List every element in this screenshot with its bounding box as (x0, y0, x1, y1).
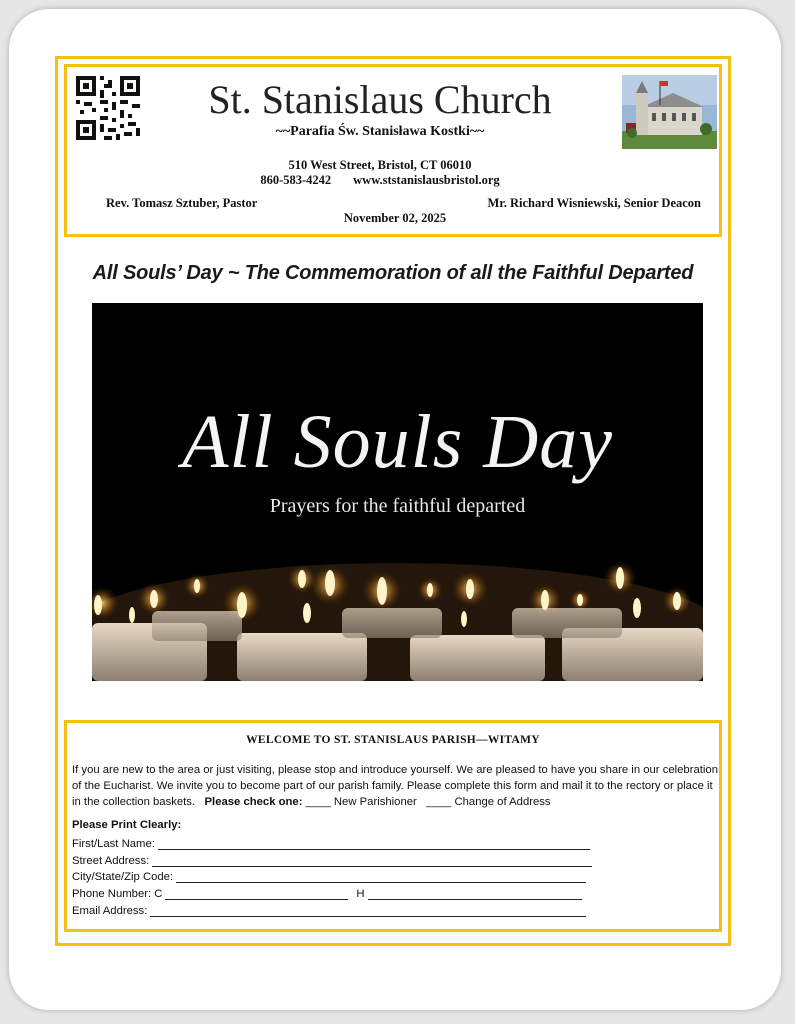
check-label: Please check one: (204, 796, 303, 808)
name-field-row (72, 834, 590, 850)
welcome-title: WELCOME TO ST. STANISLAUS PARISH—WITAMY (246, 734, 540, 746)
cell-phone-field[interactable] (165, 888, 348, 900)
all-souls-banner (92, 303, 703, 681)
phone-label: Phone Number: C (72, 888, 163, 900)
home-phone-label: H (356, 888, 365, 900)
parish-polish-name: ~~Parafia Św. Stanisława Kostki~~ (275, 124, 485, 139)
option-change-address[interactable]: ____ Change of Address (426, 796, 551, 808)
phone-field-row (72, 884, 582, 900)
name-field[interactable] (158, 838, 590, 850)
candles-illustration (92, 303, 703, 681)
option-new-parishioner[interactable]: ____ New Parishioner (305, 796, 417, 808)
banner-title: All Souls Day (182, 400, 613, 484)
city-label: City/State/Zip Code: (72, 871, 174, 883)
welcome-paragraph (72, 762, 720, 810)
pastor-name: Rev. Tomasz Sztuber, Pastor (106, 196, 258, 210)
bulletin-date: November 02, 2025 (343, 211, 447, 225)
feast-headline: All Souls’ Day ~ The Commemoration of all the Faithful Departed (92, 262, 694, 284)
banner-subtitle: Prayers for the faithful departed (269, 495, 526, 517)
church-photo (622, 75, 717, 149)
street-field[interactable] (152, 855, 592, 867)
city-field-row (72, 867, 586, 883)
street-field-row (72, 851, 592, 867)
street-label: Street Address: (72, 855, 150, 867)
church-name: St. Stanislaus Church (208, 77, 552, 122)
print-clearly-label: Please Print Clearly: (72, 819, 182, 831)
phone-number: 860-583-4242 (260, 173, 332, 187)
deacon-name: Mr. Richard Wisniewski, Senior Deacon (487, 196, 701, 210)
website-link[interactable]: www.ststanislausbristol.org (353, 173, 500, 187)
contact-line (150, 173, 610, 188)
qr-code-icon[interactable] (76, 76, 140, 140)
welcome-text: If you are new to the area or just visiting, please stop and introduce yourself. We are pleased to have you share in our celebration of the Eucharist. We invite you to become part of our parish family. Please complete this form and mail it to the rectory or place it in the collection baskets. (72, 764, 718, 808)
city-field[interactable] (176, 871, 586, 883)
home-phone-field[interactable] (368, 888, 582, 900)
email-field[interactable] (150, 905, 586, 917)
email-field-row (72, 901, 586, 917)
church-address: 510 West Street, Bristol, CT 06010 (288, 158, 472, 172)
email-label: Email Address: (72, 905, 148, 917)
name-label: First/Last Name: (72, 838, 155, 850)
